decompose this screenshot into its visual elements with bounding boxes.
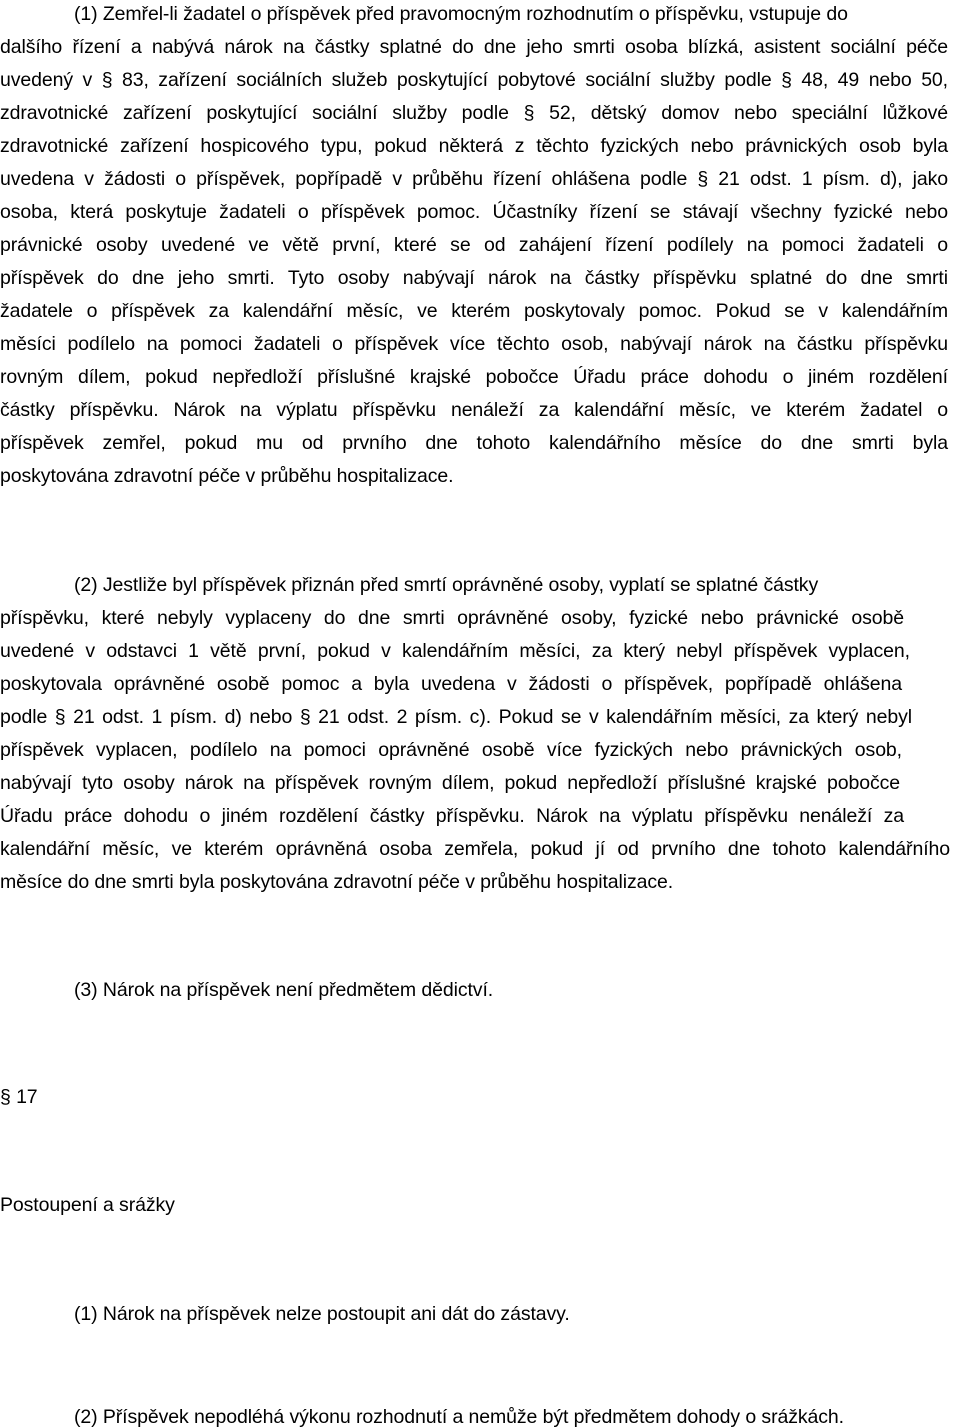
paragraph-1-line-2: dalšího řízení a nabývá nárok na částky splatné do dne jeho smrti osoba blízká, asistent sociální péče: [0, 36, 948, 58]
paragraph-1-line-7: osoba, která poskytuje žadateli o příspěvek pomoc. Účastníky řízení se stávají všechny fyzické nebo: [0, 201, 948, 223]
paragraph-2-line-1: (2) Jestliže byl příspěvek přiznán před smrtí oprávněné osoby, vyplatí se splatné částky: [74, 574, 819, 596]
paragraph-3: (3) Nárok na příspěvek není předmětem dědictví.: [74, 979, 494, 1001]
paragraph-1-line-15: poskytována zdravotní péče v průběhu hospitalizace.: [0, 465, 454, 487]
paragraph-1-line-11: měsíci podílelo na pomoci žadateli o příspěvek více těchto osob, nabývají nárok na částku příspěvku: [0, 333, 948, 355]
paragraph-2-line-8: Úřadu práce dohodu o jiném rozdělení částky příspěvku. Nárok na výplatu příspěvku nenáleží za: [0, 805, 904, 827]
paragraph-1-line-5: zdravotnické zařízení hospicového typu, pokud některá z těchto fyzických nebo právnických osob byla: [0, 135, 948, 157]
paragraph-2-line-9: kalendářní měsíc, ve kterém oprávněná osoba zemřela, pokud jí od prvního dne tohoto kalendářního: [0, 838, 950, 860]
paragraph-2-line-7: nabývají tyto osoby nárok na příspěvek rovným dílem, pokud nepředloží příslušné krajské pobočce: [0, 772, 900, 794]
section-paragraph-2: (2) Příspěvek nepodléhá výkonu rozhodnutí a nemůže být předmětem dohody o srážkách.: [74, 1406, 844, 1428]
paragraph-2-line-3: uvedené v odstavci 1 větě první, pokud v kalendářním měsíci, za který nebyl příspěvek vyplacen,: [0, 640, 910, 662]
section-title: Postoupení a srážky: [0, 1194, 175, 1216]
paragraph-1-line-6: uvedena v žádosti o příspěvek, popřípadě v průběhu řízení ohlášena podle § 21 odst. 1 písm. d), jako: [0, 168, 948, 190]
paragraph-1-line-8: právnické osoby uvedené ve větě první, které se od zahájení řízení podílely na pomoci žadateli o: [0, 234, 948, 256]
paragraph-2-line-10: měsíce do dne smrti byla poskytována zdravotní péče v průběhu hospitalizace.: [0, 871, 674, 893]
paragraph-1-line-1: (1) Zemřel-li žadatel o příspěvek před pravomocným rozhodnutím o příspěvku, vstupuje do: [74, 3, 848, 25]
paragraph-2-line-2: příspěvku, které nebyly vyplaceny do dne smrti oprávněné osoby, fyzické nebo právnické osobě: [0, 607, 904, 629]
section-number: § 17: [0, 1086, 38, 1108]
paragraph-2-line-4: poskytovala oprávněné osobě pomoc a byla uvedena v žádosti o příspěvek, popřípadě ohlášena: [0, 673, 902, 695]
paragraph-1-line-3: uvedený v § 83, zařízení sociálních služeb poskytující pobytové sociální služby podle § 48, 49 nebo 50,: [0, 69, 948, 91]
paragraph-1-line-10: žadatele o příspěvek za kalendářní měsíc, ve kterém poskytovaly pomoc. Pokud se v kalendářním: [0, 300, 948, 322]
paragraph-1-line-12: rovným dílem, pokud nepředloží příslušné krajské pobočce Úřadu práce dohodu o jiném rozdělení: [0, 366, 948, 388]
paragraph-1-line-9: příspěvek do dne jeho smrti. Tyto osoby nabývají nárok na částky příspěvku splatné do dne smrti: [0, 267, 948, 289]
paragraph-1-line-13: částky příspěvku. Nárok na výplatu příspěvku nenáleží za kalendářní měsíc, ve kterém žadatel o: [0, 399, 948, 421]
paragraph-2-line-6: příspěvek vyplacen, podílelo na pomoci oprávněné osobě více fyzických nebo právnických osob,: [0, 739, 902, 761]
paragraph-1-line-4: zdravotnické zařízení poskytující sociální služby podle § 52, dětský domov nebo speciální lůžkové: [0, 102, 948, 124]
paragraph-1-line-14: příspěvek zemřel, pokud mu od prvního dne tohoto kalendářního měsíce do dne smrti byla: [0, 432, 948, 454]
paragraph-2-line-5: podle § 21 odst. 1 písm. d) nebo § 21 odst. 2 písm. c). Pokud se v kalendářním měsíci, za který nebyl: [0, 706, 912, 728]
section-paragraph-1: (1) Nárok na příspěvek nelze postoupit ani dát do zástavy.: [74, 1303, 570, 1325]
